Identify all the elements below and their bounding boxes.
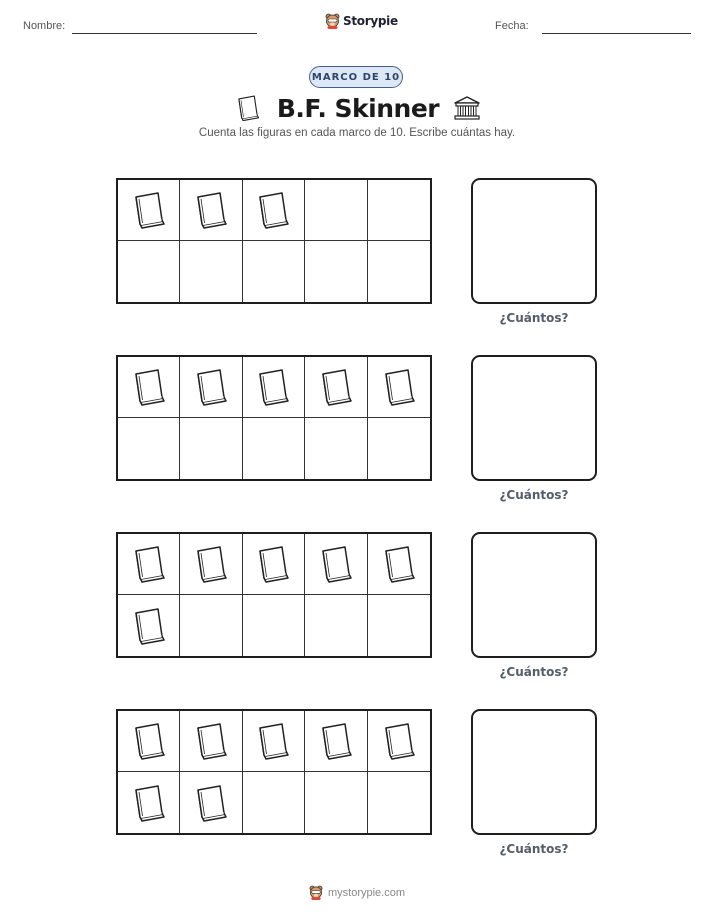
book-icon [380, 367, 418, 407]
book-icon [192, 190, 230, 230]
footer-url: mystorypie.com [327, 886, 406, 899]
frame-cell [243, 772, 305, 833]
frame-cell [368, 180, 430, 241]
storypie-logo [325, 13, 398, 29]
frame-cell [305, 534, 367, 595]
frame-cell [305, 241, 367, 302]
book-icon [254, 190, 292, 230]
frame-cell [180, 180, 242, 241]
book-icon [130, 544, 168, 584]
frame-cell [180, 418, 242, 479]
book-icon [254, 367, 292, 407]
book-icon [254, 544, 292, 584]
book-icon [192, 367, 230, 407]
name-label: Nombre: [23, 20, 66, 32]
book-icon [130, 721, 168, 761]
frame-cell [305, 180, 367, 241]
frame-cell [243, 357, 305, 418]
frame-cell [243, 180, 305, 241]
frame-cell [243, 711, 305, 772]
frame-cell [118, 357, 180, 418]
page-title: B.F. Skinner [276, 93, 440, 123]
book-icon [130, 783, 168, 823]
book-icon [317, 367, 355, 407]
frame-cell [118, 595, 180, 656]
answer-label-1: ¿Cuántos? [499, 311, 569, 325]
frame-cell [180, 772, 242, 833]
book-icon [380, 544, 418, 584]
name-line[interactable] [72, 33, 257, 34]
frame-cell [118, 241, 180, 302]
answer-label-2: ¿Cuántos? [499, 488, 569, 502]
answer-box-1[interactable] [471, 178, 597, 304]
book-icon [192, 721, 230, 761]
bear-icon [309, 885, 323, 900]
frame-cell [180, 357, 242, 418]
frame-cell [305, 772, 367, 833]
frame-cell [368, 534, 430, 595]
frame-cell [243, 241, 305, 302]
book-icon [192, 544, 230, 584]
frame-cell [180, 241, 242, 302]
frame-cell [180, 595, 242, 656]
date-line[interactable] [542, 33, 691, 34]
answer-box-3[interactable] [471, 532, 597, 658]
logo-text: Storypie [343, 14, 398, 28]
date-label: Fecha: [495, 20, 529, 32]
frame-cell [180, 534, 242, 595]
answer-label-4: ¿Cuántos? [499, 842, 569, 856]
answer-box-4[interactable] [471, 709, 597, 835]
frame-cell [305, 357, 367, 418]
ten-frame-2 [116, 355, 432, 481]
bear-icon [325, 13, 340, 29]
frame-cell [118, 772, 180, 833]
frame-cell [368, 711, 430, 772]
frame-cell [243, 595, 305, 656]
ten-frame-1 [116, 178, 432, 304]
book-icon [130, 367, 168, 407]
answer-label-3: ¿Cuántos? [499, 665, 569, 679]
book-icon [380, 721, 418, 761]
frame-cell [368, 772, 430, 833]
book-icon [254, 721, 292, 761]
answer-box-2[interactable] [471, 355, 597, 481]
book-icon [317, 544, 355, 584]
frame-cell [118, 418, 180, 479]
frame-cell [368, 418, 430, 479]
frame-cell [305, 595, 367, 656]
frame-cell [243, 534, 305, 595]
title-row [0, 92, 714, 124]
building-icon [453, 95, 481, 121]
frame-cell [305, 711, 367, 772]
frame-cell [118, 534, 180, 595]
book-icon [317, 721, 355, 761]
frame-cell [305, 418, 367, 479]
ten-frame-3 [116, 532, 432, 658]
book-icon [192, 783, 230, 823]
frame-cell [118, 180, 180, 241]
frame-cell [368, 595, 430, 656]
book-icon [233, 94, 263, 122]
book-icon [130, 190, 168, 230]
worksheet-type-badge: MARCO DE 10 [309, 66, 403, 88]
footer [0, 885, 714, 900]
frame-cell [243, 418, 305, 479]
frame-cell [118, 711, 180, 772]
frame-cell [368, 241, 430, 302]
book-icon [130, 606, 168, 646]
frame-cell [180, 711, 242, 772]
instructions: Cuenta las figuras en cada marco de 10. Escribe cuántas hay. [198, 127, 516, 139]
ten-frame-4 [116, 709, 432, 835]
frame-cell [368, 357, 430, 418]
